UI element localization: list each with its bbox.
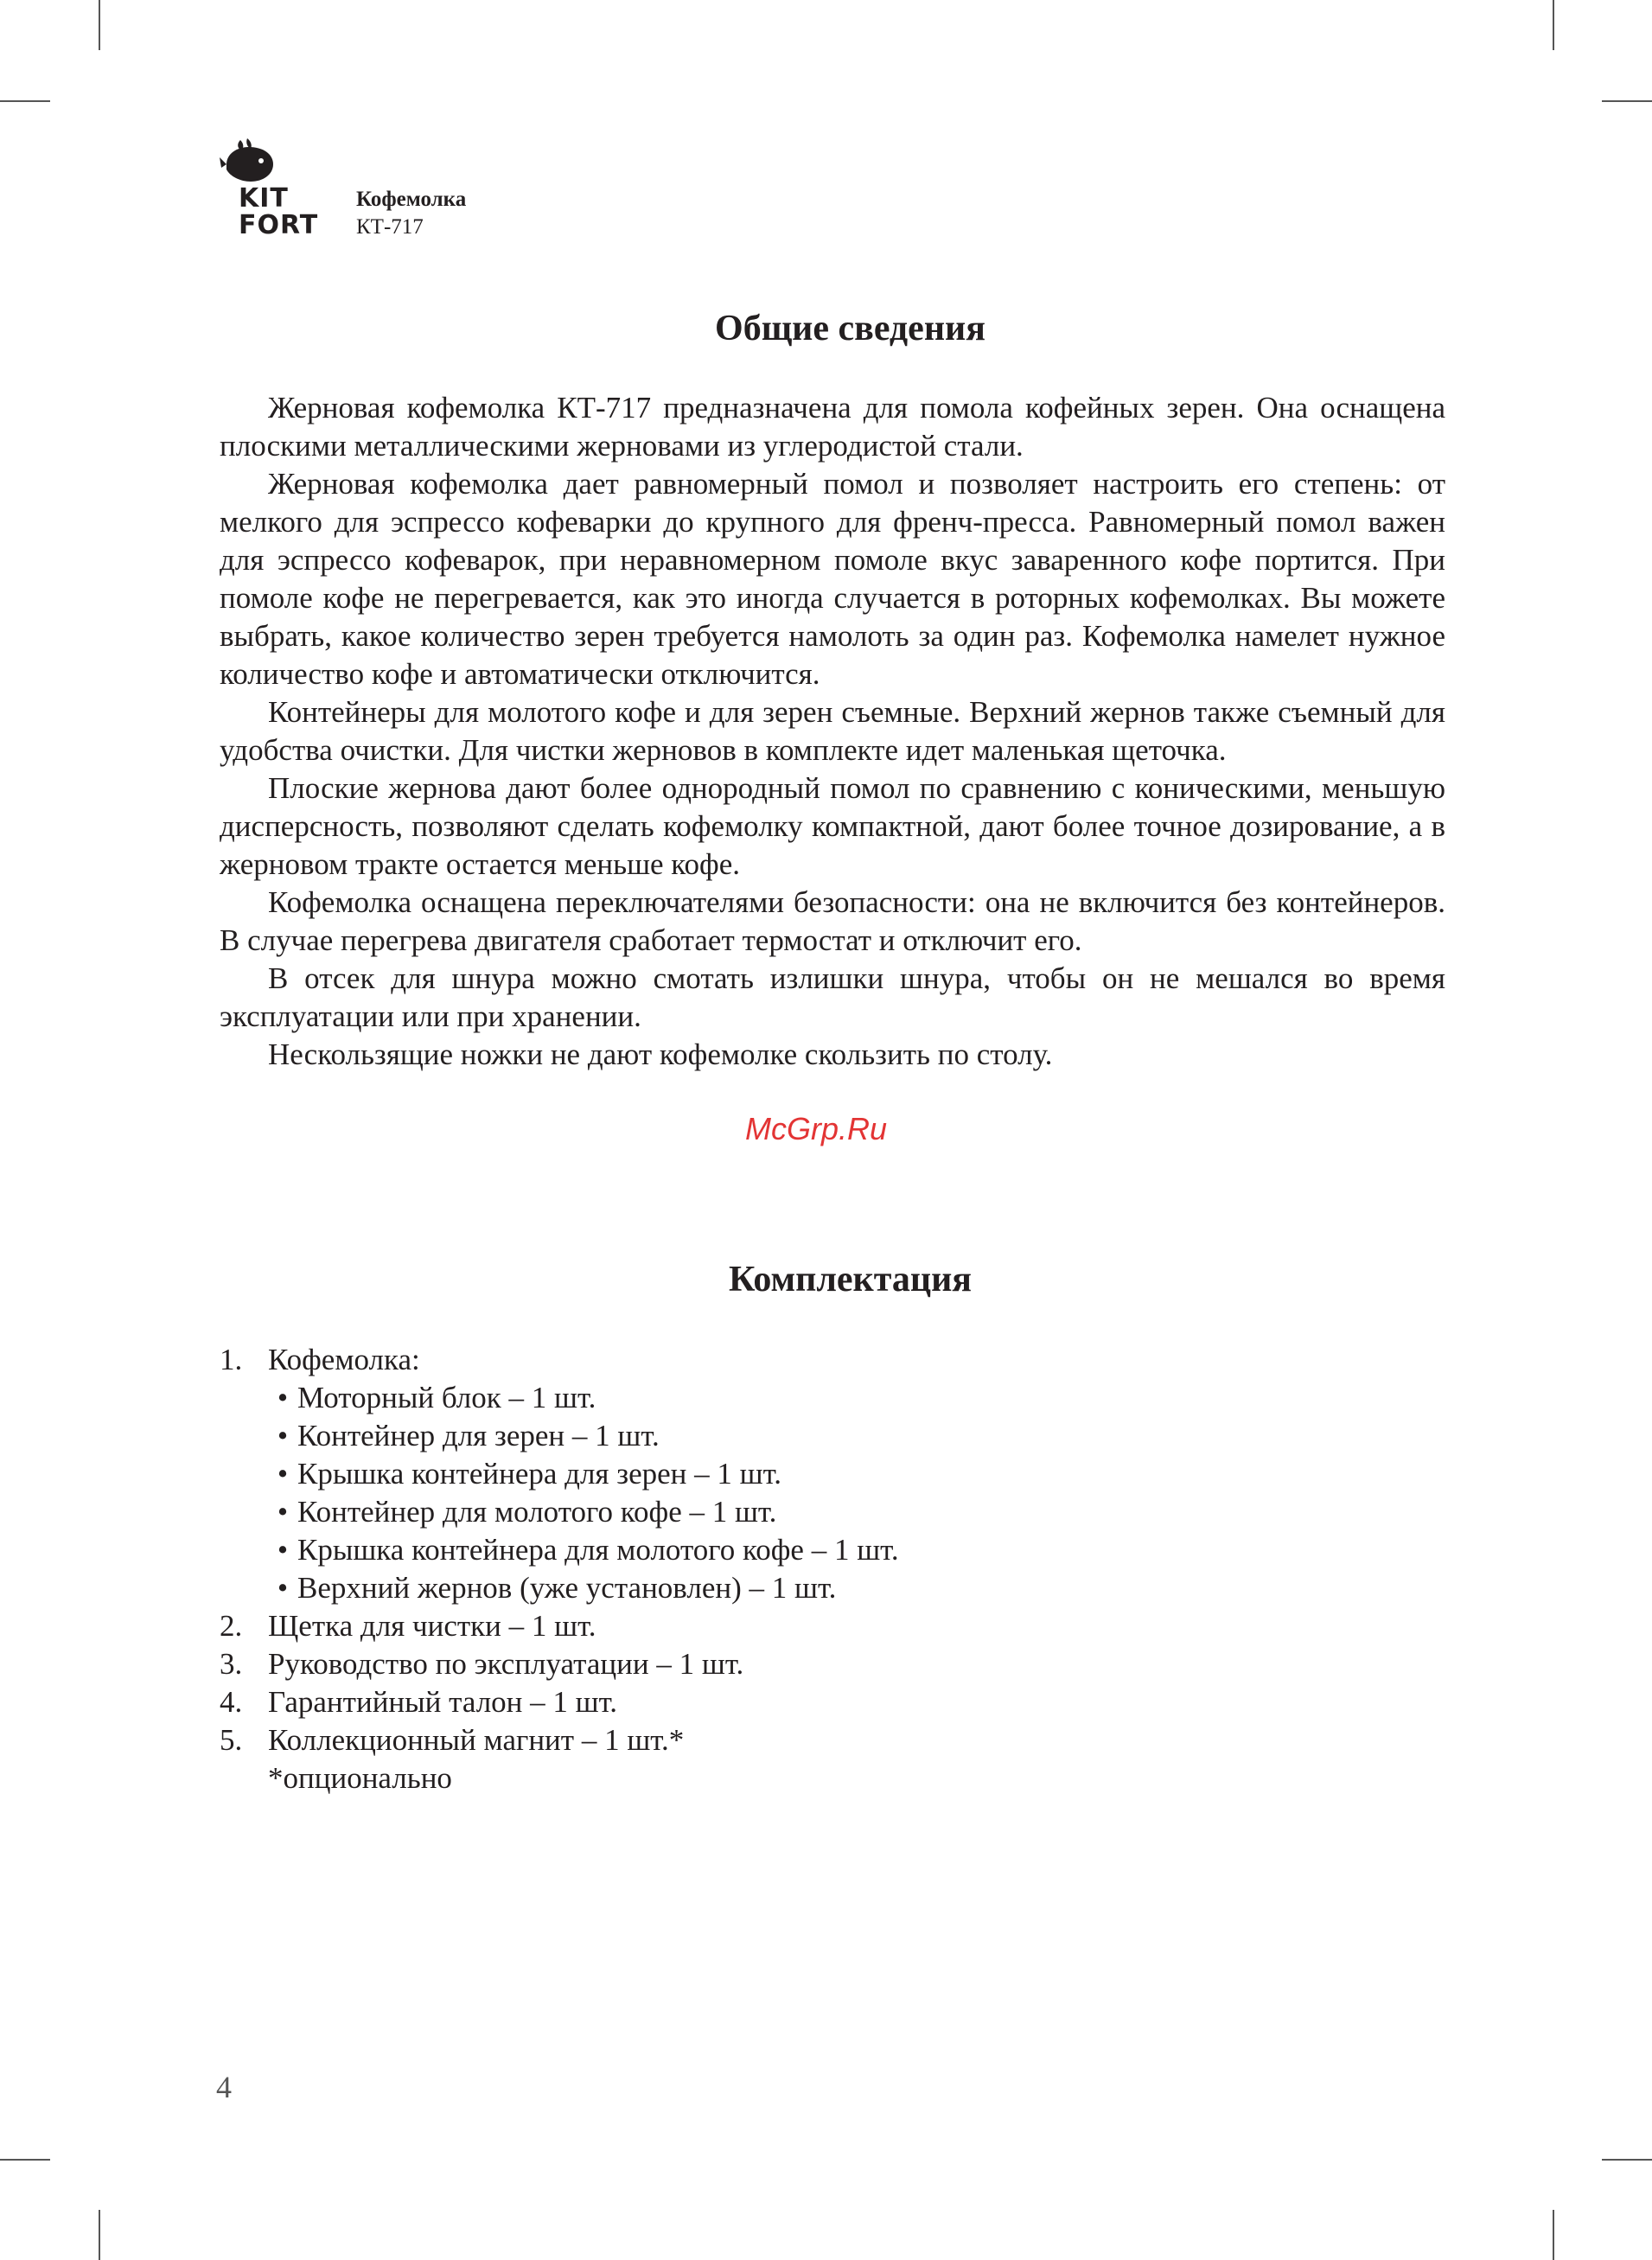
item-text: Гарантийный талон – 1 шт. bbox=[268, 1685, 618, 1719]
bullet: • bbox=[277, 1533, 289, 1567]
bullet: • bbox=[277, 1419, 289, 1452]
product-info bbox=[356, 186, 466, 241]
crop-mark bbox=[1553, 0, 1554, 50]
item-number: 2. bbox=[220, 1609, 243, 1643]
crop-mark bbox=[1553, 2210, 1554, 2260]
bullet: • bbox=[277, 1457, 289, 1491]
bullet: • bbox=[277, 1495, 289, 1529]
logo-text-fort: FORT bbox=[239, 210, 319, 240]
sub-item-text: Крышка контейнера для зерен – 1 шт. bbox=[297, 1457, 781, 1491]
sub-item-text: Крышка контейнера для молотого кофе – 1 шт. bbox=[297, 1533, 899, 1567]
product-name: Кофемолка bbox=[356, 188, 467, 211]
sub-item-text: Контейнер для зерен – 1 шт. bbox=[297, 1419, 660, 1452]
paragraph: Кофемолка оснащена переключателями безопасности: она не включится без контейнеров. В случае перегрева двигателя сработает термостат и отключит его. bbox=[220, 885, 1445, 957]
general-info-body bbox=[220, 389, 1445, 1074]
sub-list-item bbox=[220, 1379, 899, 1417]
item-text: Коллекционный магнит – 1 шт.* bbox=[268, 1723, 685, 1757]
footnote: *опционально bbox=[268, 1761, 452, 1795]
crop-mark bbox=[99, 0, 100, 50]
whale-icon bbox=[218, 138, 280, 185]
crop-mark bbox=[0, 2159, 50, 2161]
list-item bbox=[220, 1607, 899, 1645]
paragraph: Плоские жернова дают более однородный помол по сравнению с коническими, меньшую дисперсность, позволяют сделать кофемолку компактной, дают более точное дозирование, а в жерновом тракте остается меньше кофе. bbox=[220, 771, 1445, 881]
product-model: КТ-717 bbox=[356, 215, 424, 239]
item-text: Щетка для чистки – 1 шт. bbox=[268, 1609, 596, 1643]
crop-mark bbox=[1602, 2159, 1652, 2161]
logo-text-kit: KIT bbox=[239, 183, 289, 214]
watermark: McGrp.Ru bbox=[745, 1111, 888, 1146]
item-text: Кофемолка: bbox=[268, 1343, 420, 1376]
sub-list-item bbox=[220, 1493, 899, 1531]
sub-list-item bbox=[220, 1569, 899, 1607]
bullet: • bbox=[277, 1381, 289, 1414]
list-item bbox=[220, 1341, 899, 1379]
paragraph: Контейнеры для молотого кофе и для зерен съемные. Верхний жернов также съемный для удобства очистки. Для чистки жерновов в комплекте идет маленькая щеточка. bbox=[220, 695, 1445, 767]
paragraph: Жерновая кофемолка дает равномерный помол и позволяет настроить его степень: от мелкого для эспрессо кофеварки до крупного для френч-пресса. Равномерный помол важен для эспрессо кофеварок, при неравномерном помоле вкус заваренного кофе портится. При помоле кофе не перегревается, как это иногда случается в роторных кофемолках. Вы можете выбрать, какое количество зерен требуется намолоть за один раз. Кофемолка намелет нужное количество кофе и автоматически отключится. bbox=[220, 467, 1445, 691]
item-number: 3. bbox=[220, 1647, 243, 1681]
package-contents-list bbox=[220, 1341, 899, 1797]
item-number: 4. bbox=[220, 1685, 243, 1719]
crop-mark bbox=[99, 2210, 100, 2260]
section-title-general: Общие сведения bbox=[715, 309, 985, 348]
paragraph: В отсек для шнура можно смотать излишки шнура, чтобы он не мешался во время эксплуатации или при хранении. bbox=[220, 961, 1445, 1033]
section-title-contents: Комплектация bbox=[728, 1260, 973, 1299]
crop-mark bbox=[0, 100, 50, 102]
item-number: 1. bbox=[220, 1343, 243, 1376]
page-number: 4 bbox=[216, 2070, 232, 2104]
sub-list-item bbox=[220, 1455, 899, 1493]
bullet: • bbox=[277, 1571, 289, 1605]
sub-item-text: Контейнер для молотого кофе – 1 шт. bbox=[297, 1495, 777, 1529]
crop-mark bbox=[1602, 100, 1652, 102]
list-item bbox=[220, 1645, 899, 1683]
list-item bbox=[220, 1683, 899, 1721]
kitfort-logo bbox=[214, 138, 327, 242]
sub-list-item bbox=[220, 1417, 899, 1455]
sub-item-text: Моторный блок – 1 шт. bbox=[297, 1381, 596, 1414]
paragraph: Жерновая кофемолка КТ-717 предназначена для помола кофейных зерен. Она оснащена плоскими металлическими жерновами из углеродистой стали. bbox=[220, 391, 1445, 463]
paragraph: Нескользящие ножки не дают кофемолке скользить по столу. bbox=[268, 1037, 1053, 1071]
item-text: Руководство по эксплуатации – 1 шт. bbox=[268, 1647, 744, 1681]
item-number: 5. bbox=[220, 1723, 243, 1757]
list-item bbox=[220, 1721, 899, 1759]
sub-item-text: Верхний жернов (уже установлен) – 1 шт. bbox=[297, 1571, 837, 1605]
sub-list-item bbox=[220, 1531, 899, 1569]
